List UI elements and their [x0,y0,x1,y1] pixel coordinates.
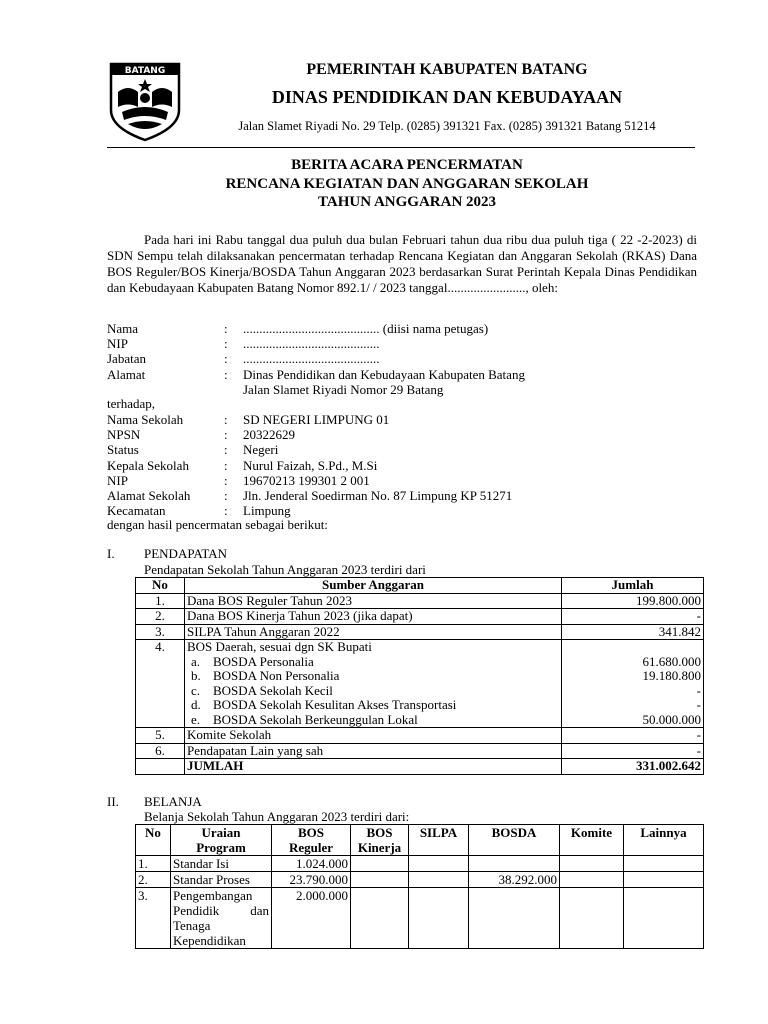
field-label: NIP [107,336,128,352]
field-row: Kecamatan : Limpung [107,503,291,519]
section1-title: PENDAPATAN [144,546,227,561]
table-row: 3. SILPA Tahun Anggaran 2022 341.842 [136,624,704,640]
field-label: Jabatan [107,351,146,367]
field-label: NIP [107,472,128,488]
field-value: Jln. Jenderal Soedirman No. 87 Limpung KP 51271 [243,487,513,503]
field-label: NPSN [107,427,141,443]
field-value: 19670213 199301 2 001 [243,472,370,488]
officer-fields [107,321,707,397]
col-amount: Jumlah [562,578,704,594]
expense-table [135,824,704,949]
table-row: 2. Dana BOS Kinerja Tahun 2023 (jika dapat) - [136,609,704,625]
field-row: Status : Negeri [107,442,279,458]
table-header-row: No Uraian Program BOS Reguler BOS Kinerja SILPA BOSDA Komite Lainnya [136,825,704,856]
field-label: Alamat Sekolah [107,487,191,503]
field-row: Alamat : Dinas Pendidikan dan Kebudayaan Kabupaten Batang [107,366,525,382]
section1-desc: Pendapatan Sekolah Tahun Anggaran 2023 terdiri dari [144,562,426,577]
revenue-table [135,577,704,775]
field-label: Nama Sekolah [107,412,184,427]
kop-divider [107,147,695,148]
table-row: 6. Pendapatan Lain yang sah - [136,743,704,759]
bosda-sub-item: d. BOSDA Sekolah Kesulitan Akses Transportasi [191,697,457,712]
bosda-sub-item: b. BOSDA Non Personalia [191,668,340,683]
table-row-bosda: 4. BOS Daerah, sesuai dgn SK Bupati a. BOSDA Personalia b. BOSDA Non Personalia c. BOSDA Sekolah Kecil d. BOSDA Sekolah Kesulitan Akses Transportasi e. BOSDA Sekolah Berkeunggulan Lokal 61.680.000 19.180.800 - - 50.000.000 [136,640,704,728]
field-label: Kecamatan [107,503,166,519]
field-value: Dinas Pendidikan dan Kebudayaan Kabupaten Batang [243,366,525,382]
table-row: 5. Komite Sekolah - [136,728,704,744]
doc-title-line1: BERITA ACARA PENCERMATAN [291,157,523,173]
kop-address: Jalan Slamet Riyadi No. 29 Telp. (0285) 391321 Fax. (0285) 391321 Batang 51214 [238,119,656,133]
field-value: Nurul Faizah, S.Pd., M.Si [243,457,378,473]
section1-num: I. [107,546,115,561]
section2-num: II. [107,794,119,809]
field-value: .......................................... [243,336,380,352]
col-source: Sumber Anggaran [185,578,562,594]
doc-title-line2: RENCANA KEGIATAN DAN ANGGARAN SEKOLAH [225,176,589,192]
field-row: NIP : .......................................... [107,336,380,352]
table-row: 2. Standar Proses 23.790.000 38.292.000 [136,872,704,888]
logo-text: BATANG [124,66,166,76]
hasil-text: dengan hasil pencermatan sebagai berikut: [107,517,328,532]
table-row: 1. Dana BOS Reguler Tahun 2023 199.800.000 [136,593,704,609]
field-row: Nama Sekolah : SD NEGERI LIMPUNG 01 [107,412,390,427]
field-label: Alamat [107,366,146,382]
table-row: 3. Pengembangan Pendidik dan Tenaga Kependidikan 2.000.000 [136,888,704,949]
field-row [107,382,707,397]
field-row: NPSN : 20322629 [107,427,295,443]
total-label: JUMLAH [185,759,562,775]
batang-regency-logo [108,62,182,142]
field-row: Jabatan : .......................................... [107,351,380,367]
bosda-sub-item: a. BOSDA Personalia [191,653,314,669]
col-no: No [136,578,185,594]
field-value: Negeri [243,442,279,458]
doc-title-line3: TAHUN ANGGARAN 2023 [317,194,497,210]
field-label: Status [107,442,139,458]
total-amount: 331.002.642 [562,759,704,775]
terhadap-text: terhadap, [107,396,156,411]
field-row: NIP : 19670213 199301 2 001 [107,472,370,488]
bosda-sub-item: c. BOSDA Sekolah Kecil [191,682,333,698]
kop-government-name: PEMERINTAH KABUPATEN BATANG [306,61,588,78]
field-value: Limpung [243,503,291,519]
field-value: 20322629 [243,427,295,443]
field-value: SD NEGERI LIMPUNG 01 [243,412,390,427]
table-total-row [136,759,704,775]
field-label: Kepala Sekolah [107,457,189,473]
intro-text: Pada hari ini Rabu tanggal dua puluh dua bulan Februari tahun dua ribu dua puluh tiga ( 22 -2-2023) di SDN Sempu telah dilaksanakan pencermatan terhadap Rencana Kegiatan dan Anggaran Sekolah (RKAS) Dana BOS Reguler/BOS Kinerja/BOSDA Tahun Anggaran 2023 berdasarkan Surat Perintah Kepala Dinas Pendidikan dan Kebudayaan Kabupaten Batang Nomor 892.1/ / 2023 tanggal........................, oleh: [107,232,697,295]
field-row: Kepala Sekolah : Nurul Faizah, S.Pd., M.Si [107,457,378,473]
kop-agency-name: DINAS PENDIDIKAN DAN KEBUDAYAAN [271,87,623,107]
bosda-sub-item: e. BOSDA Sekolah Berkeunggulan Lokal [191,711,418,727]
field-value: .......................................... (diisi nama petugas) [243,321,489,336]
intro-paragraph [107,232,697,296]
table-row: 1. Standar Isi 1.024.000 [136,856,704,872]
table-header-row [136,578,704,594]
field-row: Alamat Sekolah : Jln. Jenderal Soedirman No. 87 Limpung KP 51271 [107,487,513,503]
field-value: Jalan Slamet Riyadi Nomor 29 Batang [243,381,444,397]
field-value: .......................................... [243,351,380,367]
field-row: Nama : .......................................... (diisi nama petugas) [107,321,489,336]
school-fields [107,412,707,518]
section2-desc: Belanja Sekolah Tahun Anggaran 2023 terdiri dari: [144,809,410,824]
field-label: Nama [107,321,139,336]
section2-title: BELANJA [144,794,202,809]
